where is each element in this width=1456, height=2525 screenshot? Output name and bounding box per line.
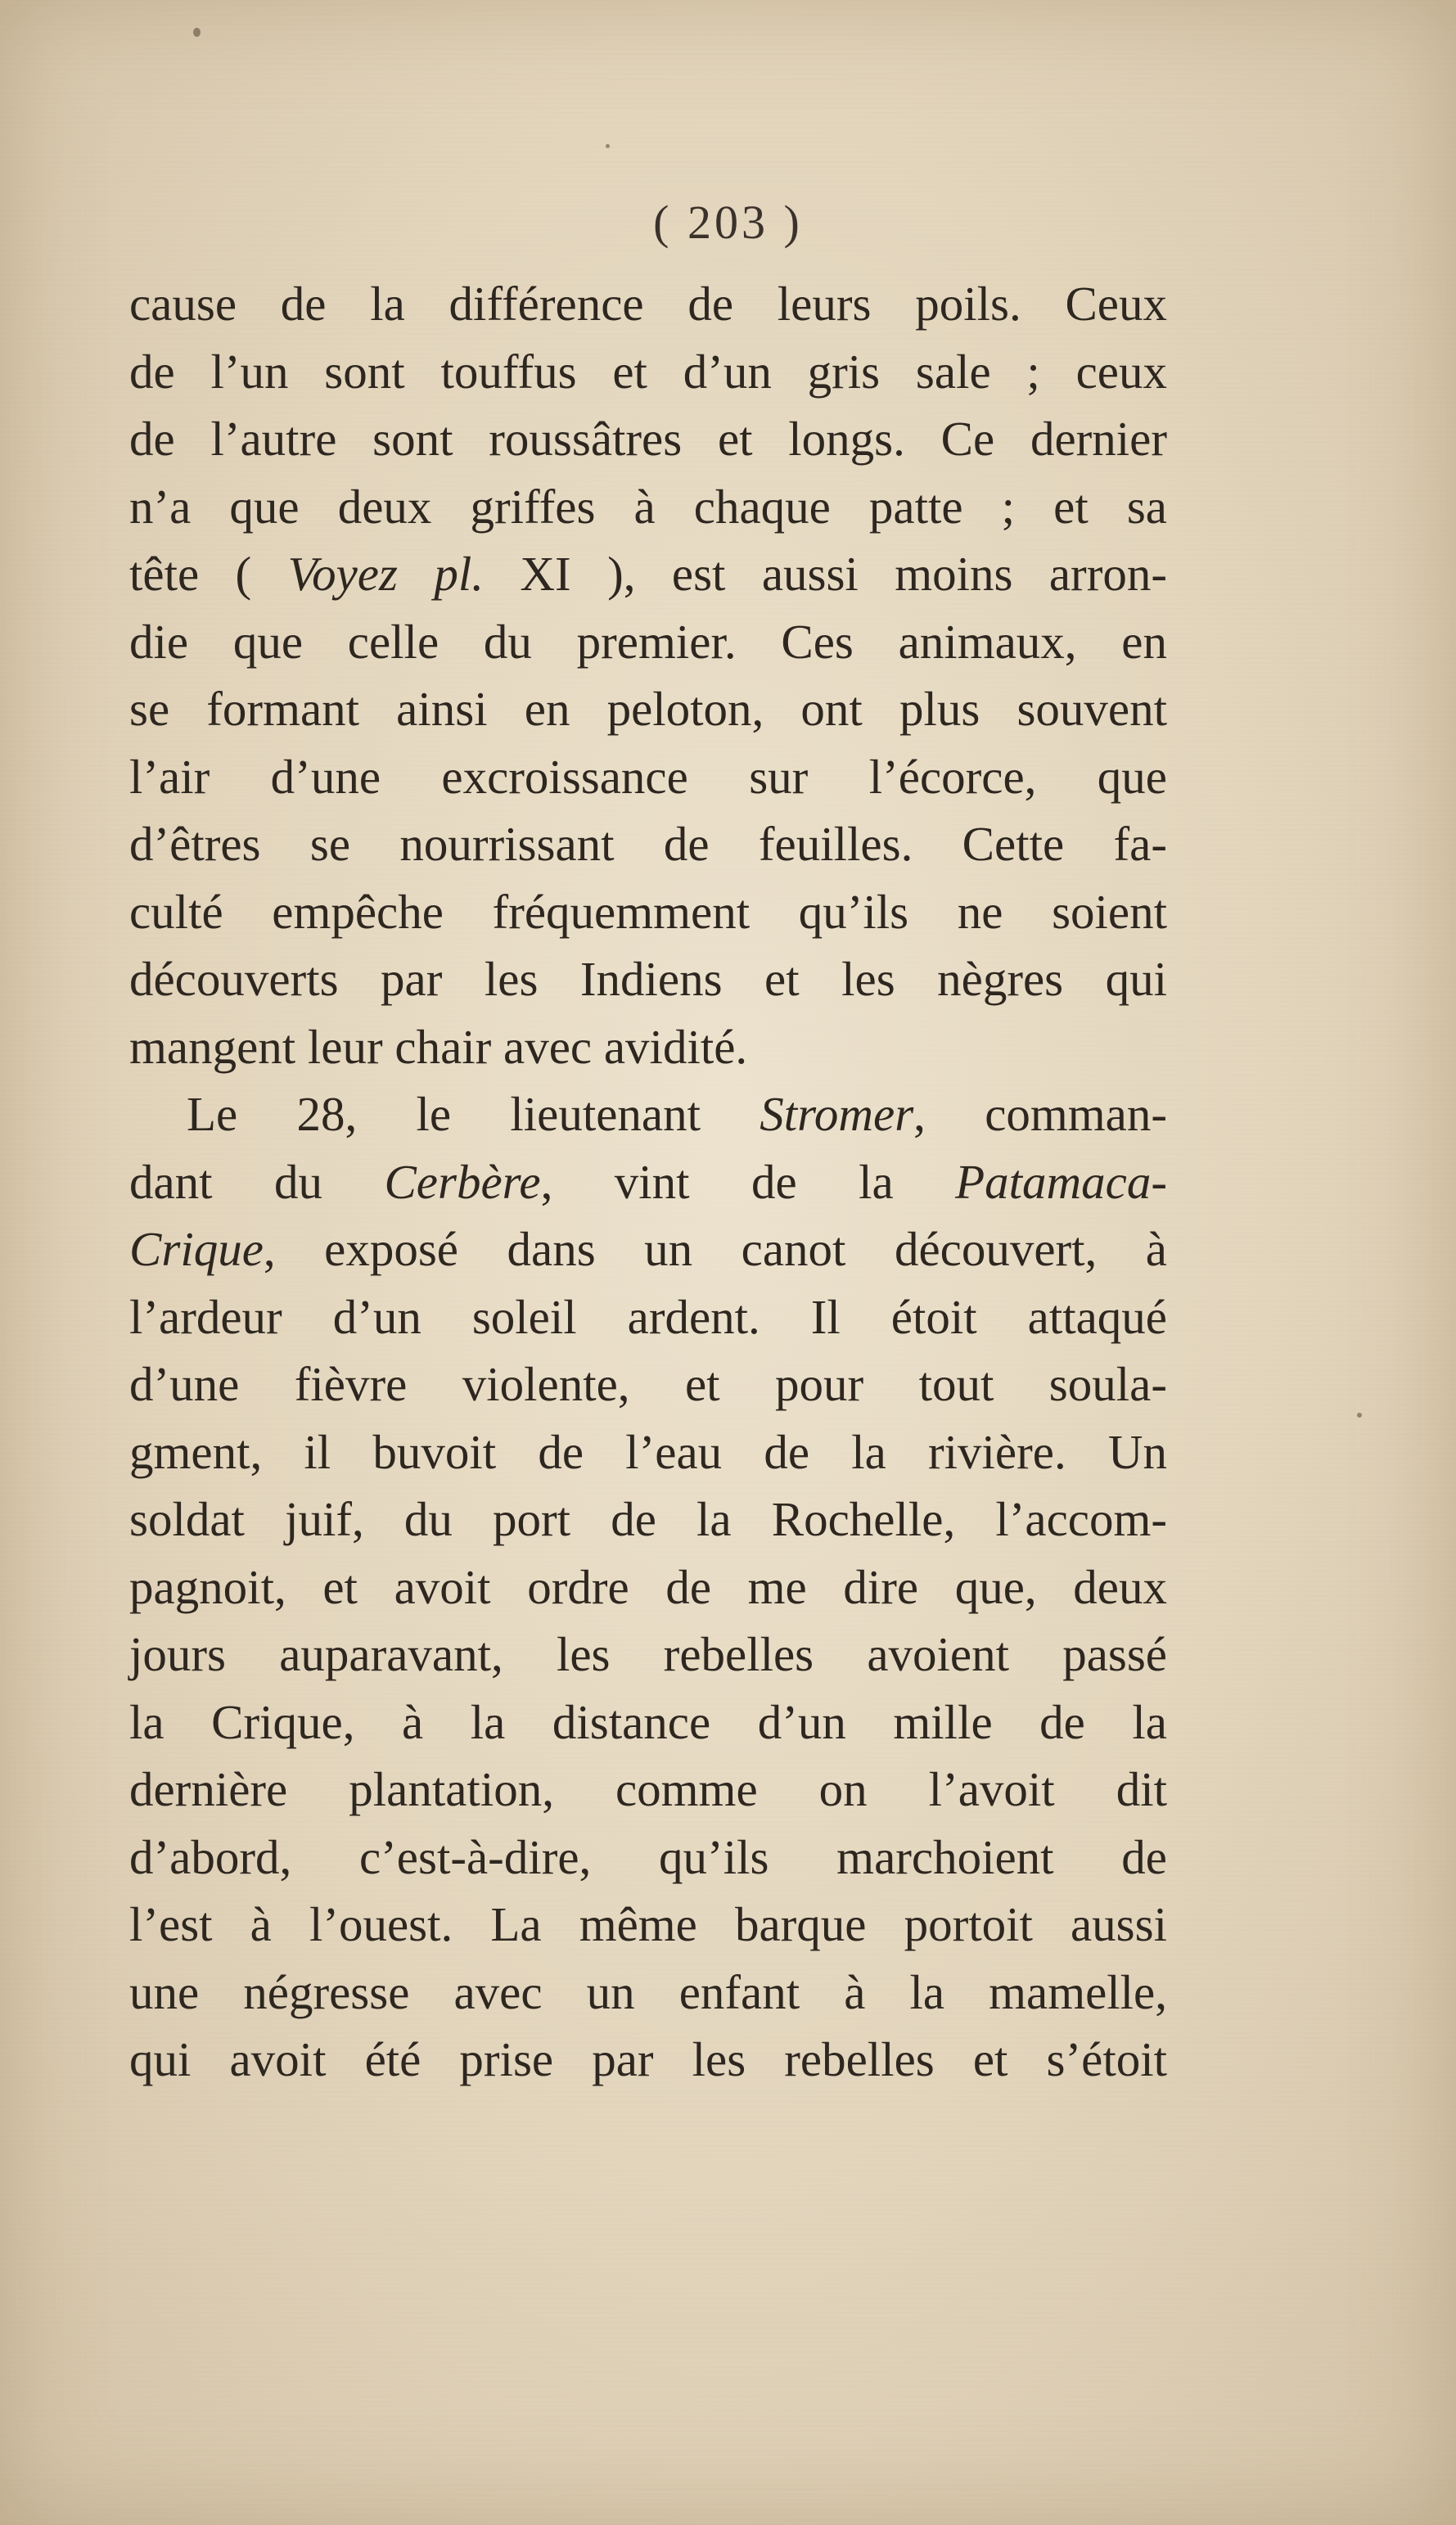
ink-speck <box>606 144 610 148</box>
text-segment: , vint de la <box>540 1154 956 1209</box>
page-number: ( 203 ) <box>653 196 803 249</box>
text-segment: se formant ainsi en peloton, ont plus souvent <box>129 682 1167 736</box>
text-segment: une négresse avec un enfant à la mamelle, <box>129 1964 1167 2019</box>
text-segment: die que celle du premier. Ces animaux, en <box>129 614 1167 669</box>
text-segment: culté empêche fréquemment qu’ils ne soient <box>129 884 1167 939</box>
text-line <box>129 405 1167 473</box>
ink-speck <box>1357 1413 1362 1418</box>
text-segment: d’êtres se nourrissant de feuilles. Cette fa- <box>129 817 1167 871</box>
text-line <box>129 878 1167 946</box>
text-segment: Le 28, le lieutenant <box>187 1087 760 1141</box>
text-segment: l’est à l’ouest. La même barque portoit aussi <box>129 1897 1167 1951</box>
text-line <box>129 1486 1167 1553</box>
text-line <box>129 1959 1167 2027</box>
text-segment: , comman- <box>913 1087 1167 1141</box>
italic-text: Cerbère <box>384 1154 541 1209</box>
text-segment: la Crique, à la distance d’un mille de la <box>129 1694 1167 1749</box>
text-line <box>129 1148 1167 1216</box>
text-segment: qui avoit été prise par les rebelles et s’étoit <box>129 2032 1167 2086</box>
text-line <box>129 743 1167 811</box>
text-segment: d’abord, c’est-à-dire, qu’ils marchoient de <box>129 1829 1167 1884</box>
italic-text: Voyez pl. <box>287 547 485 601</box>
ink-speck <box>193 28 201 37</box>
text-segment: n’a que deux griffes à chaque patte ; et sa <box>129 479 1167 534</box>
text-segment: l’ardeur d’un soleil ardent. Il étoit attaqué <box>129 1289 1167 1344</box>
text-line <box>129 2026 1167 2094</box>
text-segment: pagnoit, et avoit ordre de me dire que, deux <box>129 1559 1167 1614</box>
text-segment: jours auparavant, les rebelles avoient passé <box>129 1627 1167 1681</box>
text-segment: mangent leur chair avec avidité. <box>129 1019 748 1074</box>
italic-text: Crique <box>129 1222 264 1276</box>
text-segment: , exposé dans un canot découvert, à <box>263 1222 1167 1276</box>
text-line <box>129 1350 1167 1418</box>
text-line <box>129 1824 1167 1891</box>
text-segment: dernière plantation, comme on l’avoit dit <box>129 1762 1167 1816</box>
text-line <box>129 1283 1167 1351</box>
text-line <box>129 338 1167 406</box>
text-segment: l’air d’une excroissance sur l’écorce, que <box>129 749 1167 804</box>
text-segment: soldat juif, du port de la Rochelle, l’accom- <box>129 1492 1167 1546</box>
text-line <box>129 1215 1167 1283</box>
text-line <box>129 608 1167 676</box>
text-line <box>129 810 1167 878</box>
text-line <box>129 1689 1167 1756</box>
text-segment: découverts par les Indiens et les nègres qui <box>129 952 1167 1006</box>
text-segment: tête ( <box>129 547 288 601</box>
text-line <box>129 1756 1167 1824</box>
text-segment: XI ), est aussi moins arron- <box>484 547 1167 601</box>
text-line <box>129 473 1167 541</box>
text-line <box>129 1891 1167 1959</box>
text-segment: gment, il buvoit de l’eau de la rivière. Un <box>129 1424 1167 1479</box>
text-line <box>129 1080 1167 1148</box>
italic-text: Patamaca- <box>955 1154 1167 1209</box>
text-line <box>129 540 1167 608</box>
text-segment: dant du <box>129 1154 385 1209</box>
italic-text: Stromer <box>760 1087 914 1141</box>
text-segment: de l’autre sont roussâtres et longs. Ce dernier <box>129 412 1167 466</box>
text-line <box>129 1418 1167 1486</box>
text-line <box>129 1013 1167 1081</box>
text-segment: cause de la différence de leurs poils. Ceux <box>129 277 1167 331</box>
text-line <box>129 270 1167 338</box>
text-line <box>129 1553 1167 1621</box>
text-line <box>129 675 1167 743</box>
text-segment: de l’un sont touffus et d’un gris sale ; ceux <box>129 344 1167 399</box>
text-segment: d’une fièvre violente, et pour tout soula- <box>129 1357 1167 1411</box>
text-line <box>129 1621 1167 1689</box>
body-text <box>129 270 1167 2094</box>
text-line <box>129 945 1167 1013</box>
